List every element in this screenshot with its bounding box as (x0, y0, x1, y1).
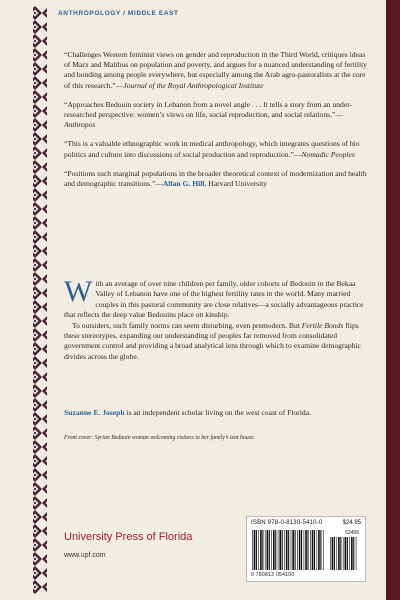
review-quote: “Approaches Bedouin society in Lebanon from a novel angle . . . It tells a story from an under-researched perspective: women’s views on life, social reproduction, and social relations.”—Anthropos (64, 99, 353, 130)
publisher-name: University Press of Florida (64, 531, 193, 543)
publisher-website: www.upf.com (64, 552, 106, 559)
drop-cap: W (64, 275, 93, 308)
review-quote: “Challenges Western feminist views on gender and reproduction in the Third World, critiques ideas of Marx and Malthus on population and poverty, and argues for a nuanced understanding of fertility and bonding among people everywhere, but especially among the Arab agro-pastoralists at the core of this research.”—Journal of the Royal Anthropological Institute (64, 50, 368, 90)
cover-credit: Front cover: Syrian Bedouin woman welcoming visitors to her family’s tent house. (64, 435, 255, 441)
review-quote: “Positions such marginal populations in the broader theoretical context of modernization and health and demographic transitions.”—Allan G. Hill, Harvard University (64, 168, 367, 189)
author-name: Suzanne E. Joseph (64, 408, 125, 417)
book-description: With an average of over nine children per family, older cohorts of Bedouin in the Bekaa Valley of Lebanon have one of the highest fertility rates in the world. Many married couples in this pastoral community are close relatives—a socially advantageous practice that reflects the deep value Bedouins place on kinship. To outsiders, such family norms can seem disturbing, even premodern. But Fertile Bonds flips these stereotypes, expanding our understanding of peoples far removed from consolidated government control and providing a broad analytical lens through which to examine demographic divides across the globe. (64, 275, 364, 361)
review-quote: “This is a valuable ethnographic work in medical anthropology, which integrates questions of bio politics and culture into discussions of social production and reproduction.”—Nomadic Peoples (64, 139, 360, 159)
barcode-bars (252, 530, 326, 570)
isbn-label: ISBN 978-0-8130-5410-0 (251, 520, 323, 526)
category-label: ANTHROPOLOGY / MIDDLE EAST (58, 10, 179, 17)
review-list (64, 50, 368, 198)
book-title: Fertile Bonds (301, 320, 344, 330)
price-code-bars (330, 537, 358, 570)
price: $24.95 (342, 520, 361, 526)
back-spine-band (386, 0, 400, 600)
author-bio: Suzanne E. Joseph is an independent scholar living on the west coast of Florida. (64, 408, 311, 417)
barcode-digits: 9 780813 054100 (251, 572, 295, 578)
barcode (246, 516, 366, 582)
price-code-digits: 52495 (345, 530, 359, 536)
diamond-border (0, 0, 48, 600)
